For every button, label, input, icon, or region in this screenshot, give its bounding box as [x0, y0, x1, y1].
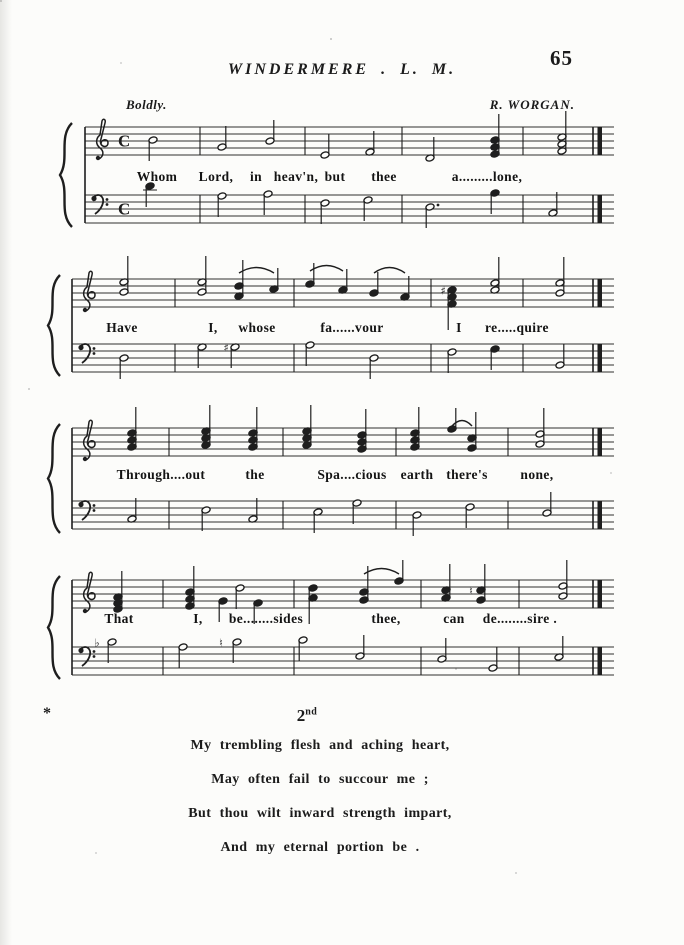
verse-line-1: My trembling flesh and aching heart,	[190, 738, 450, 753]
system-brace	[48, 275, 60, 376]
final-double-barline	[598, 279, 603, 307]
lyric-word: I	[456, 320, 462, 335]
treble-clef-icon	[84, 420, 95, 460]
slur	[239, 268, 274, 274]
accidental: ♯	[440, 284, 446, 298]
lyric-word: I,	[193, 611, 203, 626]
verse-line-4: And my eternal portion be .	[220, 840, 420, 855]
lyric-word: none,	[520, 467, 554, 482]
lyric-word: in	[249, 169, 263, 184]
lyric-word: I,	[208, 320, 218, 335]
page-number: 65	[550, 46, 573, 70]
composer-name: R. WORGAN.	[489, 97, 575, 112]
tempo-marking: Boldly.	[126, 97, 167, 112]
slur	[310, 266, 343, 272]
lyric-word: re.....quire	[485, 320, 549, 335]
treble-clef-icon	[84, 572, 95, 612]
lyric-word: thee	[371, 169, 397, 184]
time-signature: C	[118, 131, 131, 151]
lyric-word: but	[324, 169, 346, 184]
system-brace	[48, 576, 60, 679]
lyric-word: de........sire .	[482, 611, 558, 626]
lyric-word: Spa....cious	[317, 467, 387, 482]
verse-number-suffix: nd	[305, 706, 318, 718]
verse-number: 2	[296, 706, 306, 725]
verse-line-3: But thou wilt inward strength impart,	[188, 806, 452, 821]
accidental: ♮	[469, 584, 473, 598]
lyric-word: Whom	[136, 169, 178, 184]
accidental: ♭	[94, 636, 100, 650]
lyric-word: be........sides	[228, 611, 304, 626]
verse-heading	[0, 706, 649, 726]
accidental: ♯	[223, 341, 229, 355]
lyric-word: thee,	[371, 611, 401, 626]
final-double-barline	[598, 127, 603, 155]
lyric-word: Lord,	[198, 169, 234, 184]
lyric-word: the	[245, 467, 265, 482]
accidental: ♮	[219, 636, 223, 650]
piece-title: WINDERMERE . L. M.	[227, 61, 457, 78]
margin-mark: *	[43, 705, 51, 722]
final-double-barline	[598, 428, 603, 456]
system-brace	[60, 123, 72, 227]
system-2	[48, 256, 614, 379]
lyric-word: Through....out	[116, 467, 206, 482]
verse-line-2: May often fail to succour me ;	[211, 772, 429, 787]
lyric-word: Have	[106, 320, 138, 335]
lyric-word: a.........lone,	[451, 169, 523, 184]
lyric-word: fa......vour	[320, 320, 384, 335]
system-1	[60, 111, 614, 228]
slur	[452, 421, 472, 427]
lyric-word: That	[104, 611, 134, 626]
system-3	[48, 405, 614, 536]
lyric-word: heav'n,	[273, 169, 319, 184]
treble-clef-icon	[97, 119, 108, 159]
slur	[364, 569, 399, 575]
system-brace	[48, 424, 60, 533]
second-verse-block	[0, 706, 684, 874]
treble-clef-icon	[84, 271, 95, 311]
final-double-barline	[598, 195, 603, 223]
final-double-barline	[598, 647, 603, 675]
slur	[374, 268, 405, 274]
final-double-barline	[598, 344, 603, 372]
lyric-word: earth	[400, 467, 434, 482]
time-signature: C	[118, 199, 131, 219]
lyric-word: can	[443, 611, 465, 626]
final-double-barline	[598, 501, 603, 529]
lyric-word: whose	[238, 320, 276, 335]
final-double-barline	[598, 580, 603, 608]
system-4	[48, 560, 614, 679]
lyric-word: there's	[446, 467, 488, 482]
